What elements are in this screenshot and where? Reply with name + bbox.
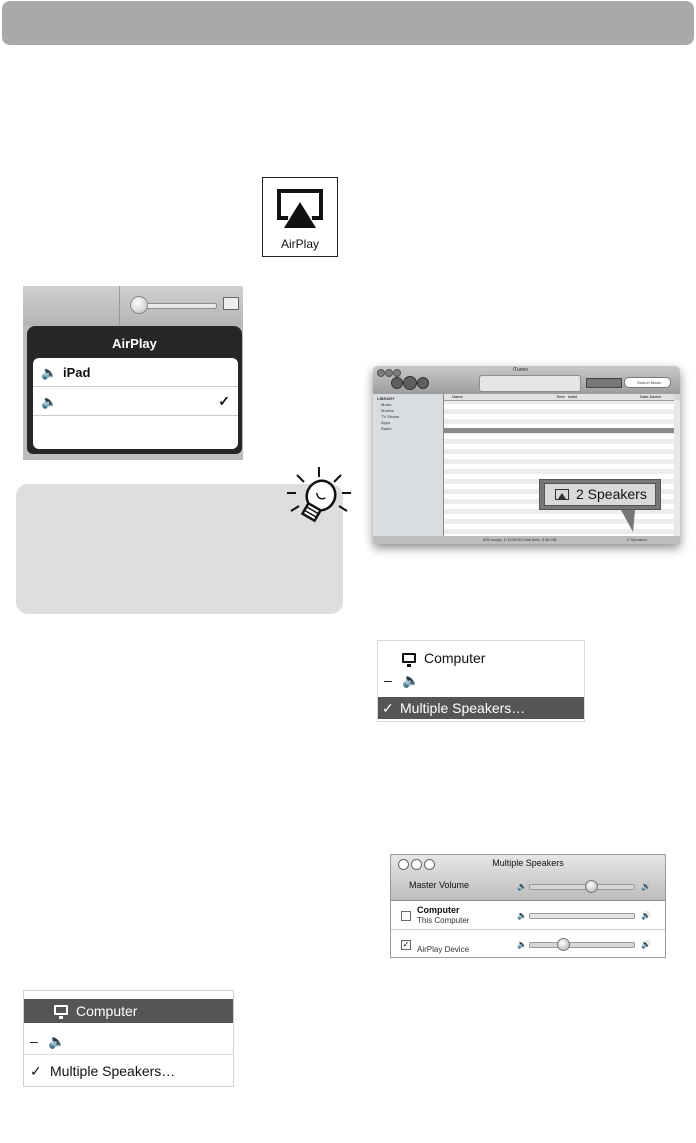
menu-item-label: Multiple Speakers… [50, 1063, 176, 1079]
itunes-sidebar [373, 394, 444, 536]
device-name: Computer [417, 905, 460, 915]
itunes-window [373, 366, 680, 544]
speakers-callout [539, 479, 661, 510]
speaker-icon: 🔈 [48, 1033, 66, 1049]
monitor-icon [54, 1005, 68, 1015]
menu-item-airplay-device[interactable] [24, 1029, 233, 1053]
airplay-panel [27, 326, 242, 454]
device-subtitle: This Computer [417, 916, 470, 925]
airplay-logo [262, 177, 338, 257]
menu-item-label: Computer [424, 650, 486, 666]
play-button[interactable] [403, 376, 417, 390]
device-volume-knob[interactable] [557, 938, 570, 951]
volume-slider-knob[interactable] [130, 296, 148, 314]
volume-high-icon: 🔊 [641, 882, 651, 891]
menu-item-airplay-device[interactable] [378, 669, 584, 695]
multiple-speakers-window [390, 854, 666, 958]
sidebar-header: LIBRARY [377, 396, 395, 401]
callout-pointer [619, 510, 637, 532]
header-bar [2, 1, 694, 45]
itunes-title: iTunes [513, 367, 528, 373]
device-row-computer[interactable] [391, 901, 665, 930]
menu-divider [24, 1054, 233, 1055]
menu-item-prefix: – [30, 1033, 38, 1049]
speaker-icon: 🔈 [402, 672, 420, 688]
device-volume-slider[interactable] [529, 942, 635, 948]
airplay-icon [555, 489, 569, 500]
monitor-icon [402, 653, 416, 663]
zoom-button[interactable] [393, 369, 401, 377]
library-summary: 635 songs, 1:11:58:53 total time, 3.48 GB [483, 537, 557, 542]
airplay-device-list [33, 358, 238, 449]
search-input[interactable]: Search Music [624, 377, 671, 388]
device-label: iPad [63, 365, 91, 380]
minimize-button[interactable] [385, 369, 393, 377]
volume-low-icon: 🔈 [517, 940, 527, 949]
previous-button[interactable] [391, 377, 403, 389]
device-row-ipad[interactable] [33, 358, 238, 387]
device-checkbox[interactable]: ✓ [402, 940, 410, 949]
close-button[interactable] [377, 369, 385, 377]
next-button[interactable] [417, 377, 429, 389]
menu-item-multiple-speakers[interactable] [24, 1059, 233, 1083]
song-list-scrollbar[interactable] [674, 400, 680, 536]
sidebar-item-tv-shows[interactable]: TV Shows [381, 414, 400, 419]
ipad-airplay-popup [23, 286, 243, 460]
checkmark-icon: ✓ [218, 393, 230, 409]
checkmark-icon: ✓ [382, 700, 394, 716]
device-subtitle: AirPlay Device [417, 945, 470, 954]
device-volume-slider[interactable] [529, 913, 635, 919]
column-time[interactable]: Time [556, 394, 565, 399]
song-list-header [444, 394, 674, 401]
window-title: Multiple Speakers [492, 858, 564, 868]
now-playing-display [479, 375, 581, 392]
menu-item-prefix: – [384, 672, 392, 688]
airplay-panel-title: AirPlay [112, 336, 157, 351]
speakers-status[interactable]: 2 Speakers [627, 537, 648, 542]
column-artist[interactable]: Artist [568, 394, 578, 399]
volume-low-icon: 🔈 [517, 882, 527, 891]
checkmark-icon: ✓ [30, 1063, 42, 1079]
column-date-added[interactable]: Date Added [640, 394, 661, 399]
airplay-icon [276, 188, 324, 230]
sidebar-item-movies[interactable]: Movies [381, 408, 394, 413]
menu-item-computer[interactable] [378, 647, 584, 669]
menu-item-computer[interactable] [24, 999, 233, 1023]
device-checkbox[interactable] [401, 911, 411, 921]
device-row-airplay[interactable] [33, 387, 238, 416]
speakers-callout-inner[interactable] [544, 483, 656, 506]
device-row-empty [33, 416, 238, 445]
master-volume-knob[interactable] [585, 880, 598, 893]
speaker-icon: 🔈 [41, 365, 58, 380]
airplay-logo-label: AirPlay [280, 237, 319, 251]
speakers-callout-label: 2 Speakers [576, 486, 647, 502]
volume-low-icon: 🔈 [517, 911, 527, 920]
lightbulb-icon [283, 465, 355, 531]
song-list[interactable] [444, 394, 674, 536]
selected-song-row[interactable] [444, 428, 674, 433]
volume-high-icon: 🔊 [641, 940, 651, 949]
device-row-airplay[interactable] [391, 930, 665, 958]
airplay-button-icon[interactable] [223, 297, 239, 310]
sidebar-item-music[interactable]: Music [381, 402, 392, 407]
toolbar-divider [119, 286, 120, 326]
menu-item-multiple-speakers[interactable] [378, 697, 584, 719]
column-name[interactable]: Name [452, 394, 463, 399]
menu-item-label: Multiple Speakers… [400, 700, 526, 716]
speaker-menu-left [23, 990, 234, 1087]
volume-high-icon: 🔊 [641, 911, 651, 920]
master-volume-label: Master Volume [409, 880, 470, 890]
sidebar-item-radio[interactable]: Radio [381, 426, 392, 431]
speaker-icon: 🔈 [41, 394, 58, 409]
master-volume-slider[interactable] [529, 884, 635, 890]
menu-item-label: Computer [76, 1003, 138, 1019]
view-buttons[interactable] [586, 378, 622, 388]
sidebar-item-apps[interactable]: Apps [381, 420, 391, 425]
itunes-statusbar [373, 536, 680, 544]
speaker-menu-right [377, 640, 585, 722]
